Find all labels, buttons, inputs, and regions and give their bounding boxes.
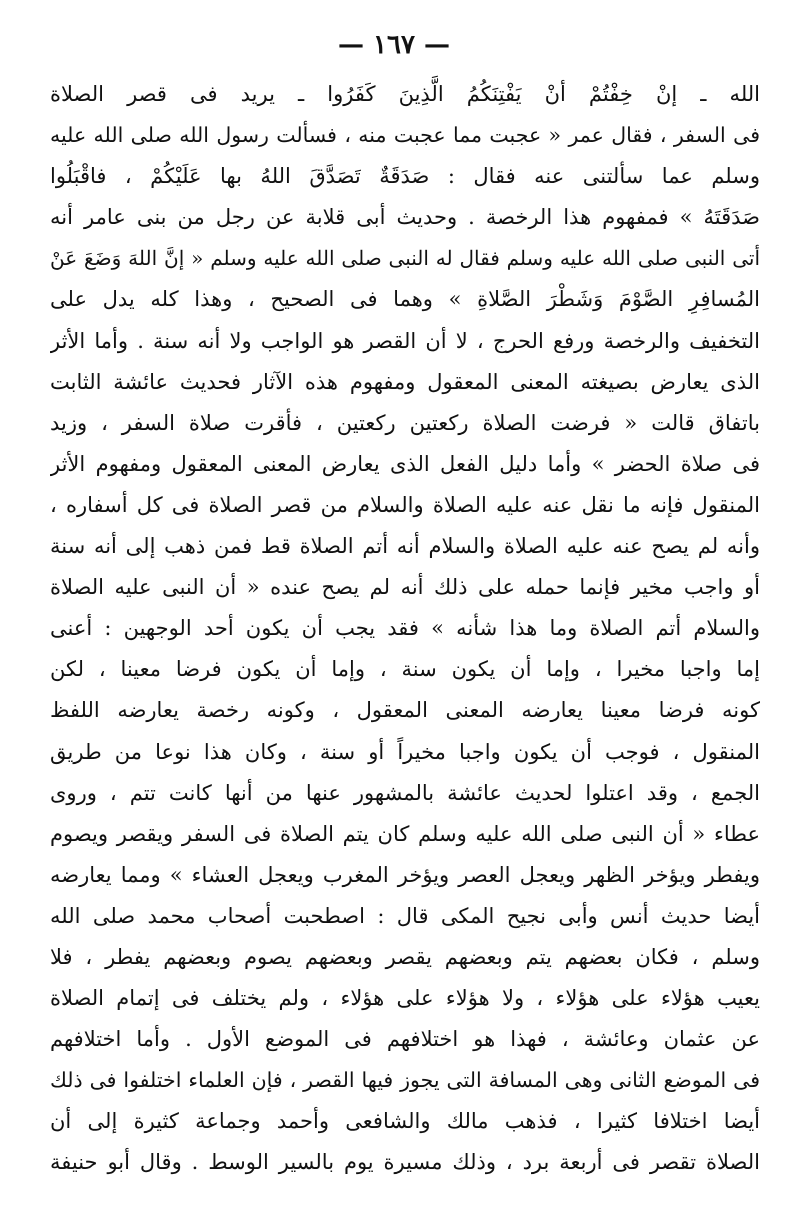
text-line: المنقول ، فوجب أن يكون واجبا مخيراً أو سنة ، وكان هذا نوعا من طريق — [50, 739, 760, 764]
text-line: الذى يعارض بصيغته المعنى المعقول ومفهوم هذه الآثار فحديث عائشة الثابت — [50, 369, 760, 394]
text-line: إما واجبا مخيرا ، وإما أن يكون سنة ، وإما أن يكون فرضا معينا ، لكن — [50, 657, 760, 682]
text-line: وأنه لم يصح عنه عليه الصلاة والسلام أنه أتم الصلاة قط فمن ذهب إلى أنه سنة — [50, 534, 760, 559]
text-line: عطاء « أن النبى صلى الله عليه وسلم كان يتم الصلاة فى السفر ويقصر ويصوم — [50, 821, 760, 846]
text-line: ويفطر ويؤخر الظهر ويعجل العصر ويؤخر المغرب ويعجل العشاء » ومما يعارضه — [50, 862, 760, 887]
text-line: فى السفر ، فقال عمر « عجبت مما عجبت منه ، فسألت رسول الله صلى الله عليه — [50, 123, 760, 148]
text-line: أيضا حديث أنس وأبى نجيح المكى قال : اصطحبت أصحاب محمد صلى الله — [50, 903, 760, 928]
text-line: الصلاة تقصر فى أربعة برد ، وذلك مسيرة يوم بالسير الوسط . وقال أبو حنيفة — [50, 1150, 760, 1175]
text-line: الجمع ، وقد اعتلوا لحديث عائشة بالمشهور عنها من أنها كانت تتم ، وروى — [50, 780, 760, 805]
text-line: فى الموضع الثانى وهى المسافة التى يجوز فيها القصر ، فإن العلماء اختلفوا فى ذلك — [50, 1068, 760, 1093]
text-line: باتفاق قالت « فرضت الصلاة ركعتين ركعتين ، فأقرت صلاة السفر ، وزيد — [50, 410, 760, 435]
text-line: وسلم عما سألتنى عنه فقال : صَدَقَةٌ تَصَدَّقَ اللهُ بها عَلَيْكُمْ ، فاقْبَلُوا — [50, 164, 760, 189]
text-line: الله ـ إنْ خِفْتُمْ أنْ يَفْتِنَكُمُ الَّذِينَ كَفَرُوا ـ يريد فى قصر الصلاة — [50, 82, 760, 106]
text-line: يعيب هؤلاء على هؤلاء ، ولا هؤلاء على هؤلاء ، ولم يختلف فى إتمام الصلاة — [50, 986, 760, 1011]
body-text — [50, 74, 760, 1184]
text-line: المنقول فإنه ما نقل عنه عليه الصلاة والسلام من قصر الصلاة فى كل أسفاره ، — [50, 492, 760, 517]
text-line: المُسافِرِ الصَّوْمَ وَشَطْرَ الصَّلاةِ » وهما فى الصحيح ، وهذا كله يدل على — [50, 287, 760, 312]
text-line: أتى النبى صلى الله عليه وسلم فقال له النبى صلى الله عليه وسلم « إنَّ اللهَ وَضَعَ عَنْ — [50, 246, 760, 271]
text-line: صَدَقَتَهُ » فمفهوم هذا الرخصة . وحديث أبى قلابة عن رجل من بنى عامر أنه — [50, 205, 760, 230]
page-number: — ١٦٧ — — [337, 30, 451, 60]
text-line: والسلام أتم الصلاة وما هذا شأنه » فقد يجب أن يكون أحد الوجهين : أعنى — [50, 616, 760, 641]
text-line: عن عثمان وعائشة ، فهذا هو اختلافهم فى الموضع الأول . وأما اختلافهم — [50, 1027, 760, 1052]
text-line: كونه فرضا معينا يعارضه المعنى المعقول ، وكونه رخصة يعارضه اللفظ — [50, 698, 760, 723]
text-line: أيضا اختلافا كثيرا ، فذهب مالك والشافعى وأحمد وجماعة كثيرة إلى أن — [50, 1109, 760, 1134]
text-line: وسلم ، فكان بعضهم يتم وبعضهم يقصر وبعضهم يصوم وبعضهم يفطر ، فلا — [50, 944, 760, 969]
text-line: التخفيف والرخصة ورفع الحرج ، لا أن القصر هو الواجب ولا أنه سنة . وأما الأثر — [50, 328, 760, 353]
text-line: أو واجب مخير فإنما حمله على ذلك أنه لم يصح عنده « أن النبى عليه الصلاة — [50, 575, 760, 600]
text-line: فى صلاة الحضر » وأما دليل الفعل الذى يعارض المعنى المعقول ومفهوم الأثر — [50, 451, 760, 476]
